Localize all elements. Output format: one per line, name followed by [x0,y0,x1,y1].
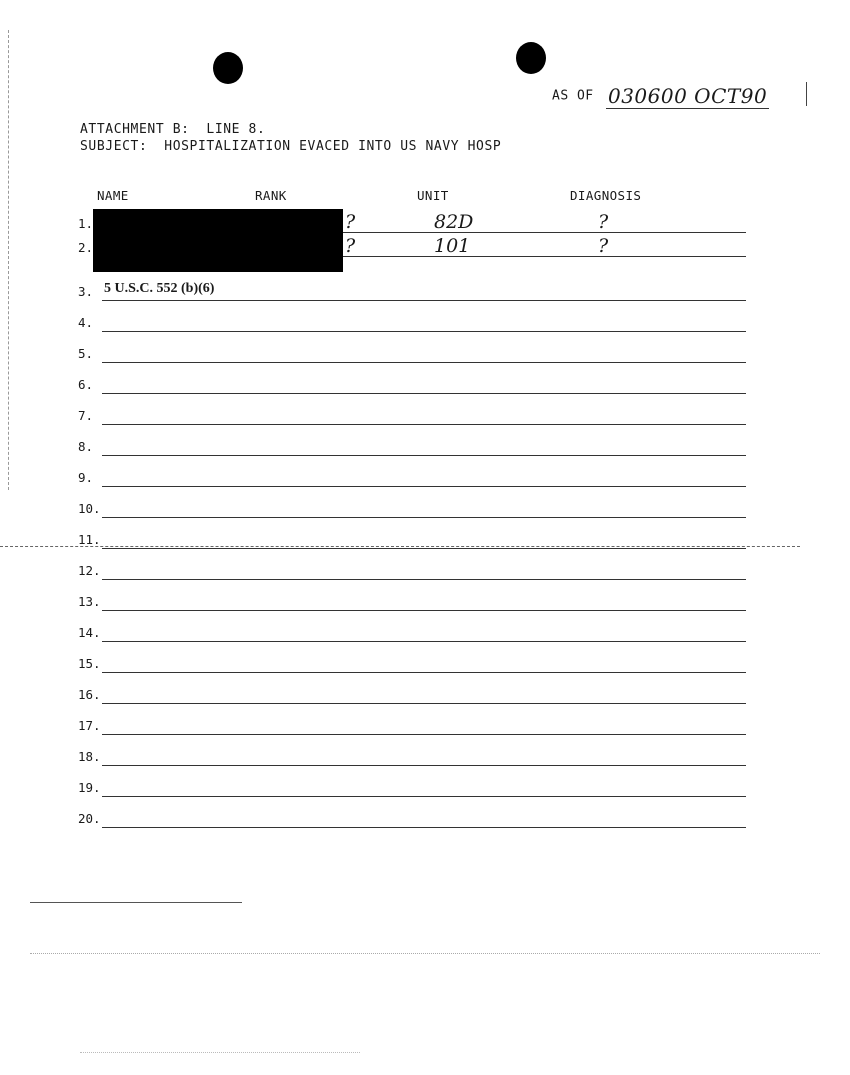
redaction-block [93,209,343,232]
row-number: 15. [78,656,101,671]
entry-line [102,827,746,828]
table-row [76,808,746,828]
column-header-diagnosis: DIAGNOSIS [570,188,642,203]
row-number: 4. [78,315,94,330]
row-number: 8. [78,439,94,454]
row-number: 17. [78,718,101,733]
row-number: 20. [78,811,101,826]
handwritten-unit: 101 [434,235,471,257]
footer-rule [30,902,242,903]
handwritten-rank-mark: ? [345,235,356,257]
row-number: 5. [78,346,94,361]
table-row [76,374,746,394]
entry-line [102,765,746,766]
entry-line [102,610,746,611]
entry-line [102,331,746,332]
scan-noise [30,953,820,954]
as-of-label: AS OF [552,88,594,104]
row-number: 12. [78,563,101,578]
table-row [76,405,746,425]
as-of-handwritten-date: 030600 OCT90 [607,84,768,108]
subject-line: SUBJECT: HOSPITALIZATION EVACED INTO US NAVY HOSP [80,139,502,154]
scan-margin-marks [8,30,11,490]
column-header-unit: UNIT [417,188,449,203]
row-number: 10. [78,501,101,516]
entry-line [102,424,746,425]
handwritten-diagnosis: ? [598,211,609,233]
table-row [76,653,746,673]
entry-line [102,486,746,487]
row-number: 7. [78,408,94,423]
table-row [76,436,746,456]
punch-hole-right [516,42,546,74]
entry-line [102,548,746,549]
table-row [76,622,746,642]
table-row [76,312,746,332]
row-number: 18. [78,749,101,764]
entry-line [102,455,746,456]
punch-hole-left [213,52,243,84]
entry-line [102,703,746,704]
table-row [76,343,746,363]
entry-line [102,641,746,642]
entry-line [102,796,746,797]
redaction-block [93,232,343,272]
table-row [76,498,746,518]
entry-line [102,362,746,363]
row-number: 3. [78,284,94,299]
row-number: 1. [78,216,94,231]
table-row [76,777,746,797]
handwritten-unit: 82D [434,211,474,233]
foia-exemption-note: 5 U.S.C. 552 (b)(6) [104,281,215,296]
row-number: 6. [78,377,94,392]
table-row [76,715,746,735]
table-row [76,746,746,766]
entry-line [102,393,746,394]
scan-artifact-line [0,546,800,547]
scan-noise [80,1052,360,1053]
entry-line [102,734,746,735]
attachment-line: ATTACHMENT B: LINE 8. [80,122,266,137]
row-number: 9. [78,470,94,485]
entry-line [102,672,746,673]
margin-mark-right [806,82,807,106]
column-header-rank: RANK [255,188,287,203]
table-row [76,467,746,487]
handwritten-diagnosis: ? [598,235,609,257]
entry-line [102,579,746,580]
row-number: 19. [78,780,101,795]
column-header-name: NAME [97,188,129,203]
handwritten-rank-mark: ? [345,211,356,233]
table-row [76,591,746,611]
row-number: 13. [78,594,101,609]
row-number: 11. [78,532,101,547]
as-of-stamp [552,84,769,108]
entry-line [102,517,746,518]
row-number: 16. [78,687,101,702]
row-number: 14. [78,625,101,640]
table-row [76,560,746,580]
row-number: 2. [78,240,94,255]
table-row [76,684,746,704]
entry-line [102,300,746,301]
